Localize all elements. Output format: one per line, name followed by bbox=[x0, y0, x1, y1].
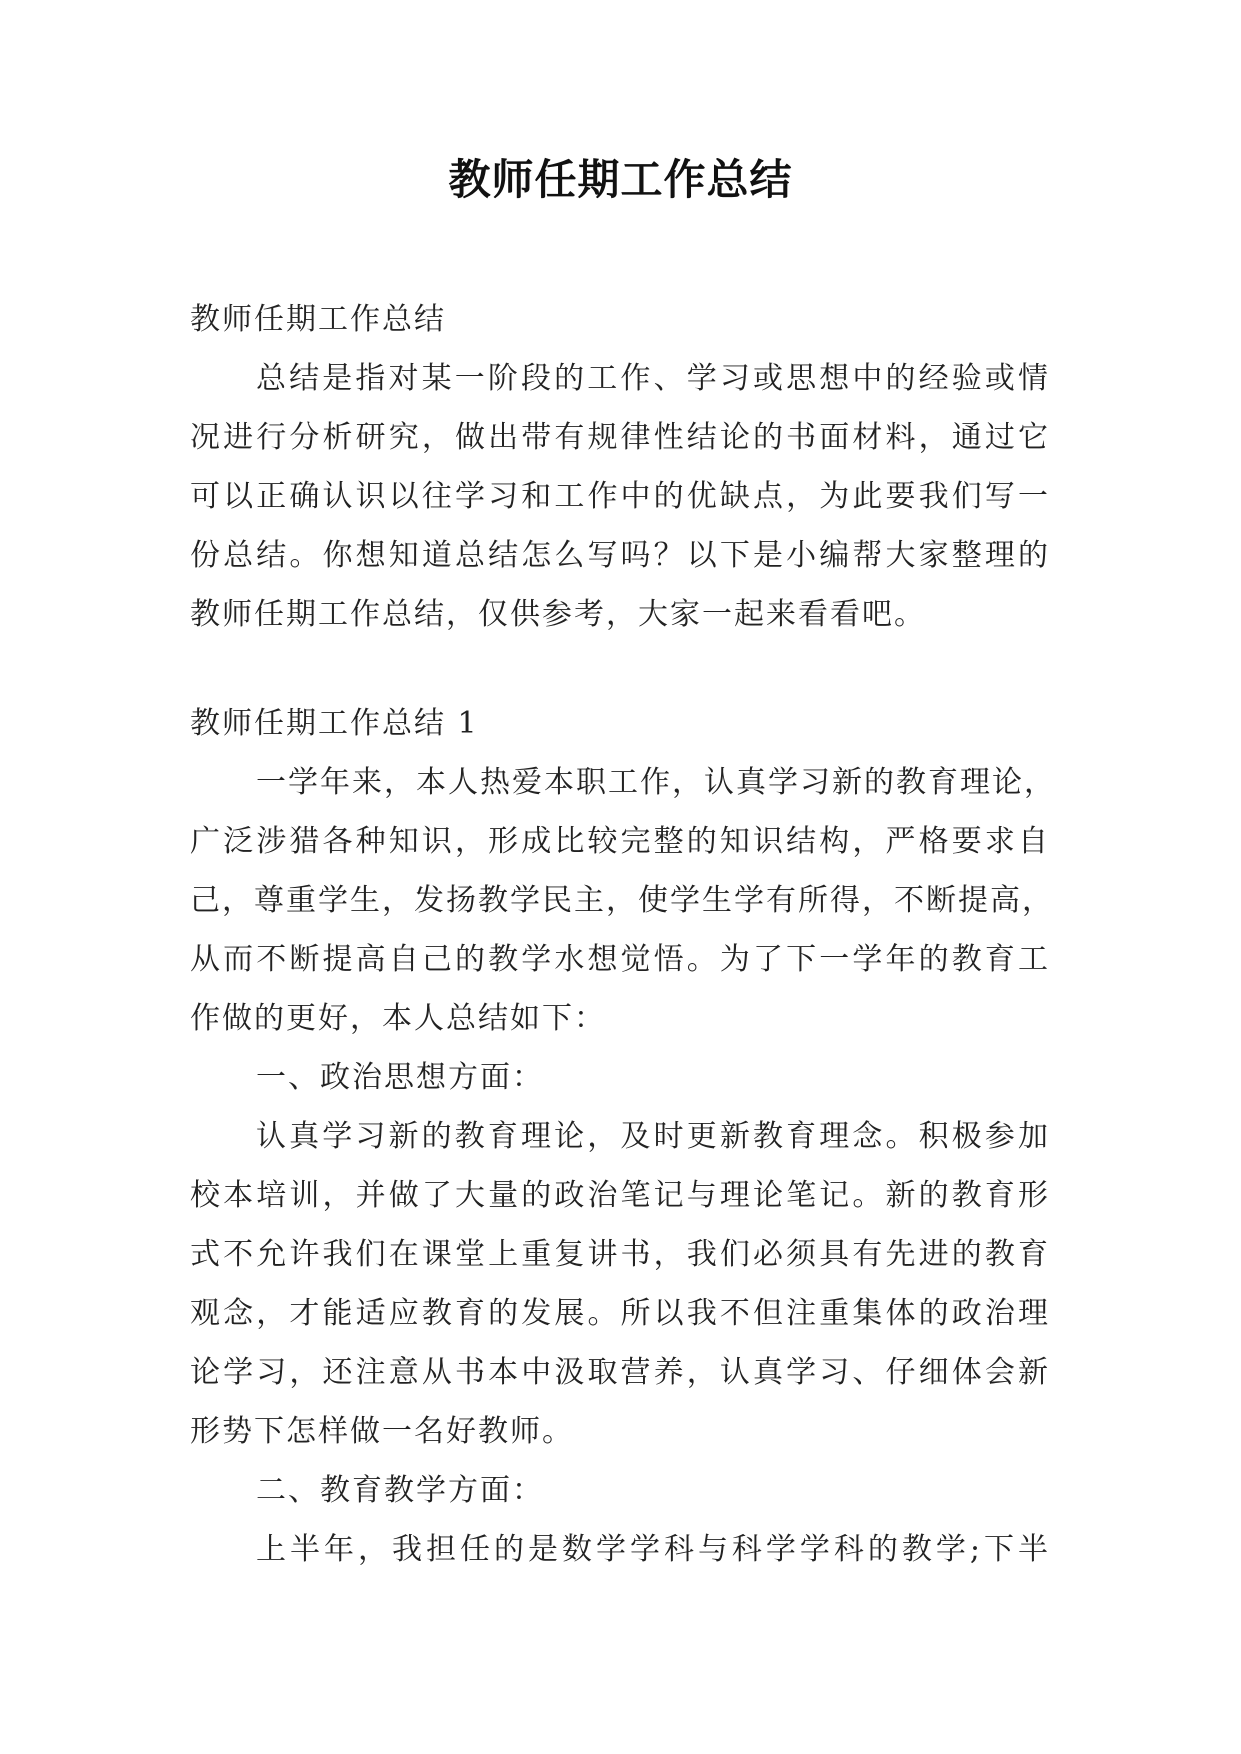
part2-heading: 二、教育教学方面： bbox=[256, 1473, 544, 1508]
section1-line: 作做的更好，本人总结如下： bbox=[190, 1001, 606, 1036]
document-body bbox=[190, 290, 1056, 1579]
section1-line: 广泛涉猎各种知识，形成比较完整的知识结构，严格要求自 bbox=[190, 824, 1050, 859]
part1-line: 形势下怎样做一名好教师。 bbox=[190, 1414, 574, 1449]
part1-line: 式不允许我们在课堂上重复讲书，我们必须具有先进的教育 bbox=[190, 1237, 1050, 1272]
section1-line: 从而不断提高自己的教学水想觉悟。为了下一学年的教育工 bbox=[190, 942, 1050, 977]
section1-line: 己，尊重学生，发扬教学民主，使学生学有所得，不断提高， bbox=[190, 883, 1054, 918]
paragraph-gap bbox=[190, 644, 1050, 694]
part1-line: 观念，才能适应教育的发展。所以我不但注重集体的政治理 bbox=[190, 1296, 1050, 1331]
intro-line: 总结是指对某一阶段的工作、学习或思想中的经验或情 bbox=[256, 361, 1050, 396]
intro-paragraph bbox=[190, 349, 1050, 644]
part2-line: 上半年，我担任的是数学学科与科学学科的教学;下半 bbox=[256, 1532, 1050, 1567]
intro-line: 况进行分析研究，做出带有规律性结论的书面材料，通过它 bbox=[190, 420, 1050, 455]
intro-line: 可以正确认识以往学习和工作中的优缺点，为此要我们写一 bbox=[190, 479, 1050, 514]
part1-line: 论学习，还注意从书本中汲取营养，认真学习、仔细体会新 bbox=[190, 1355, 1050, 1390]
intro-line: 教师任期工作总结，仅供参考，大家一起来看看吧。 bbox=[190, 597, 926, 632]
section1-line: 一学年来，本人热爱本职工作，认真学习新的教育理论， bbox=[256, 765, 1056, 800]
part1-heading: 一、政治思想方面： bbox=[256, 1060, 544, 1095]
intro-line: 份总结。你想知道总结怎么写吗？以下是小编帮大家整理的 bbox=[190, 538, 1050, 573]
section1-paragraph bbox=[190, 753, 1056, 1048]
document-title: 教师任期工作总结 bbox=[448, 155, 793, 204]
part1-paragraph bbox=[190, 1107, 1050, 1461]
section1-heading: 教师任期工作总结 1 bbox=[190, 706, 479, 741]
document-subtitle: 教师任期工作总结 bbox=[190, 302, 446, 337]
part1-line: 校本培训，并做了大量的政治笔记与理论笔记。新的教育形 bbox=[190, 1178, 1050, 1213]
part1-line: 认真学习新的教育理论，及时更新教育理念。积极参加 bbox=[256, 1119, 1050, 1154]
part2-paragraph bbox=[190, 1520, 1050, 1579]
